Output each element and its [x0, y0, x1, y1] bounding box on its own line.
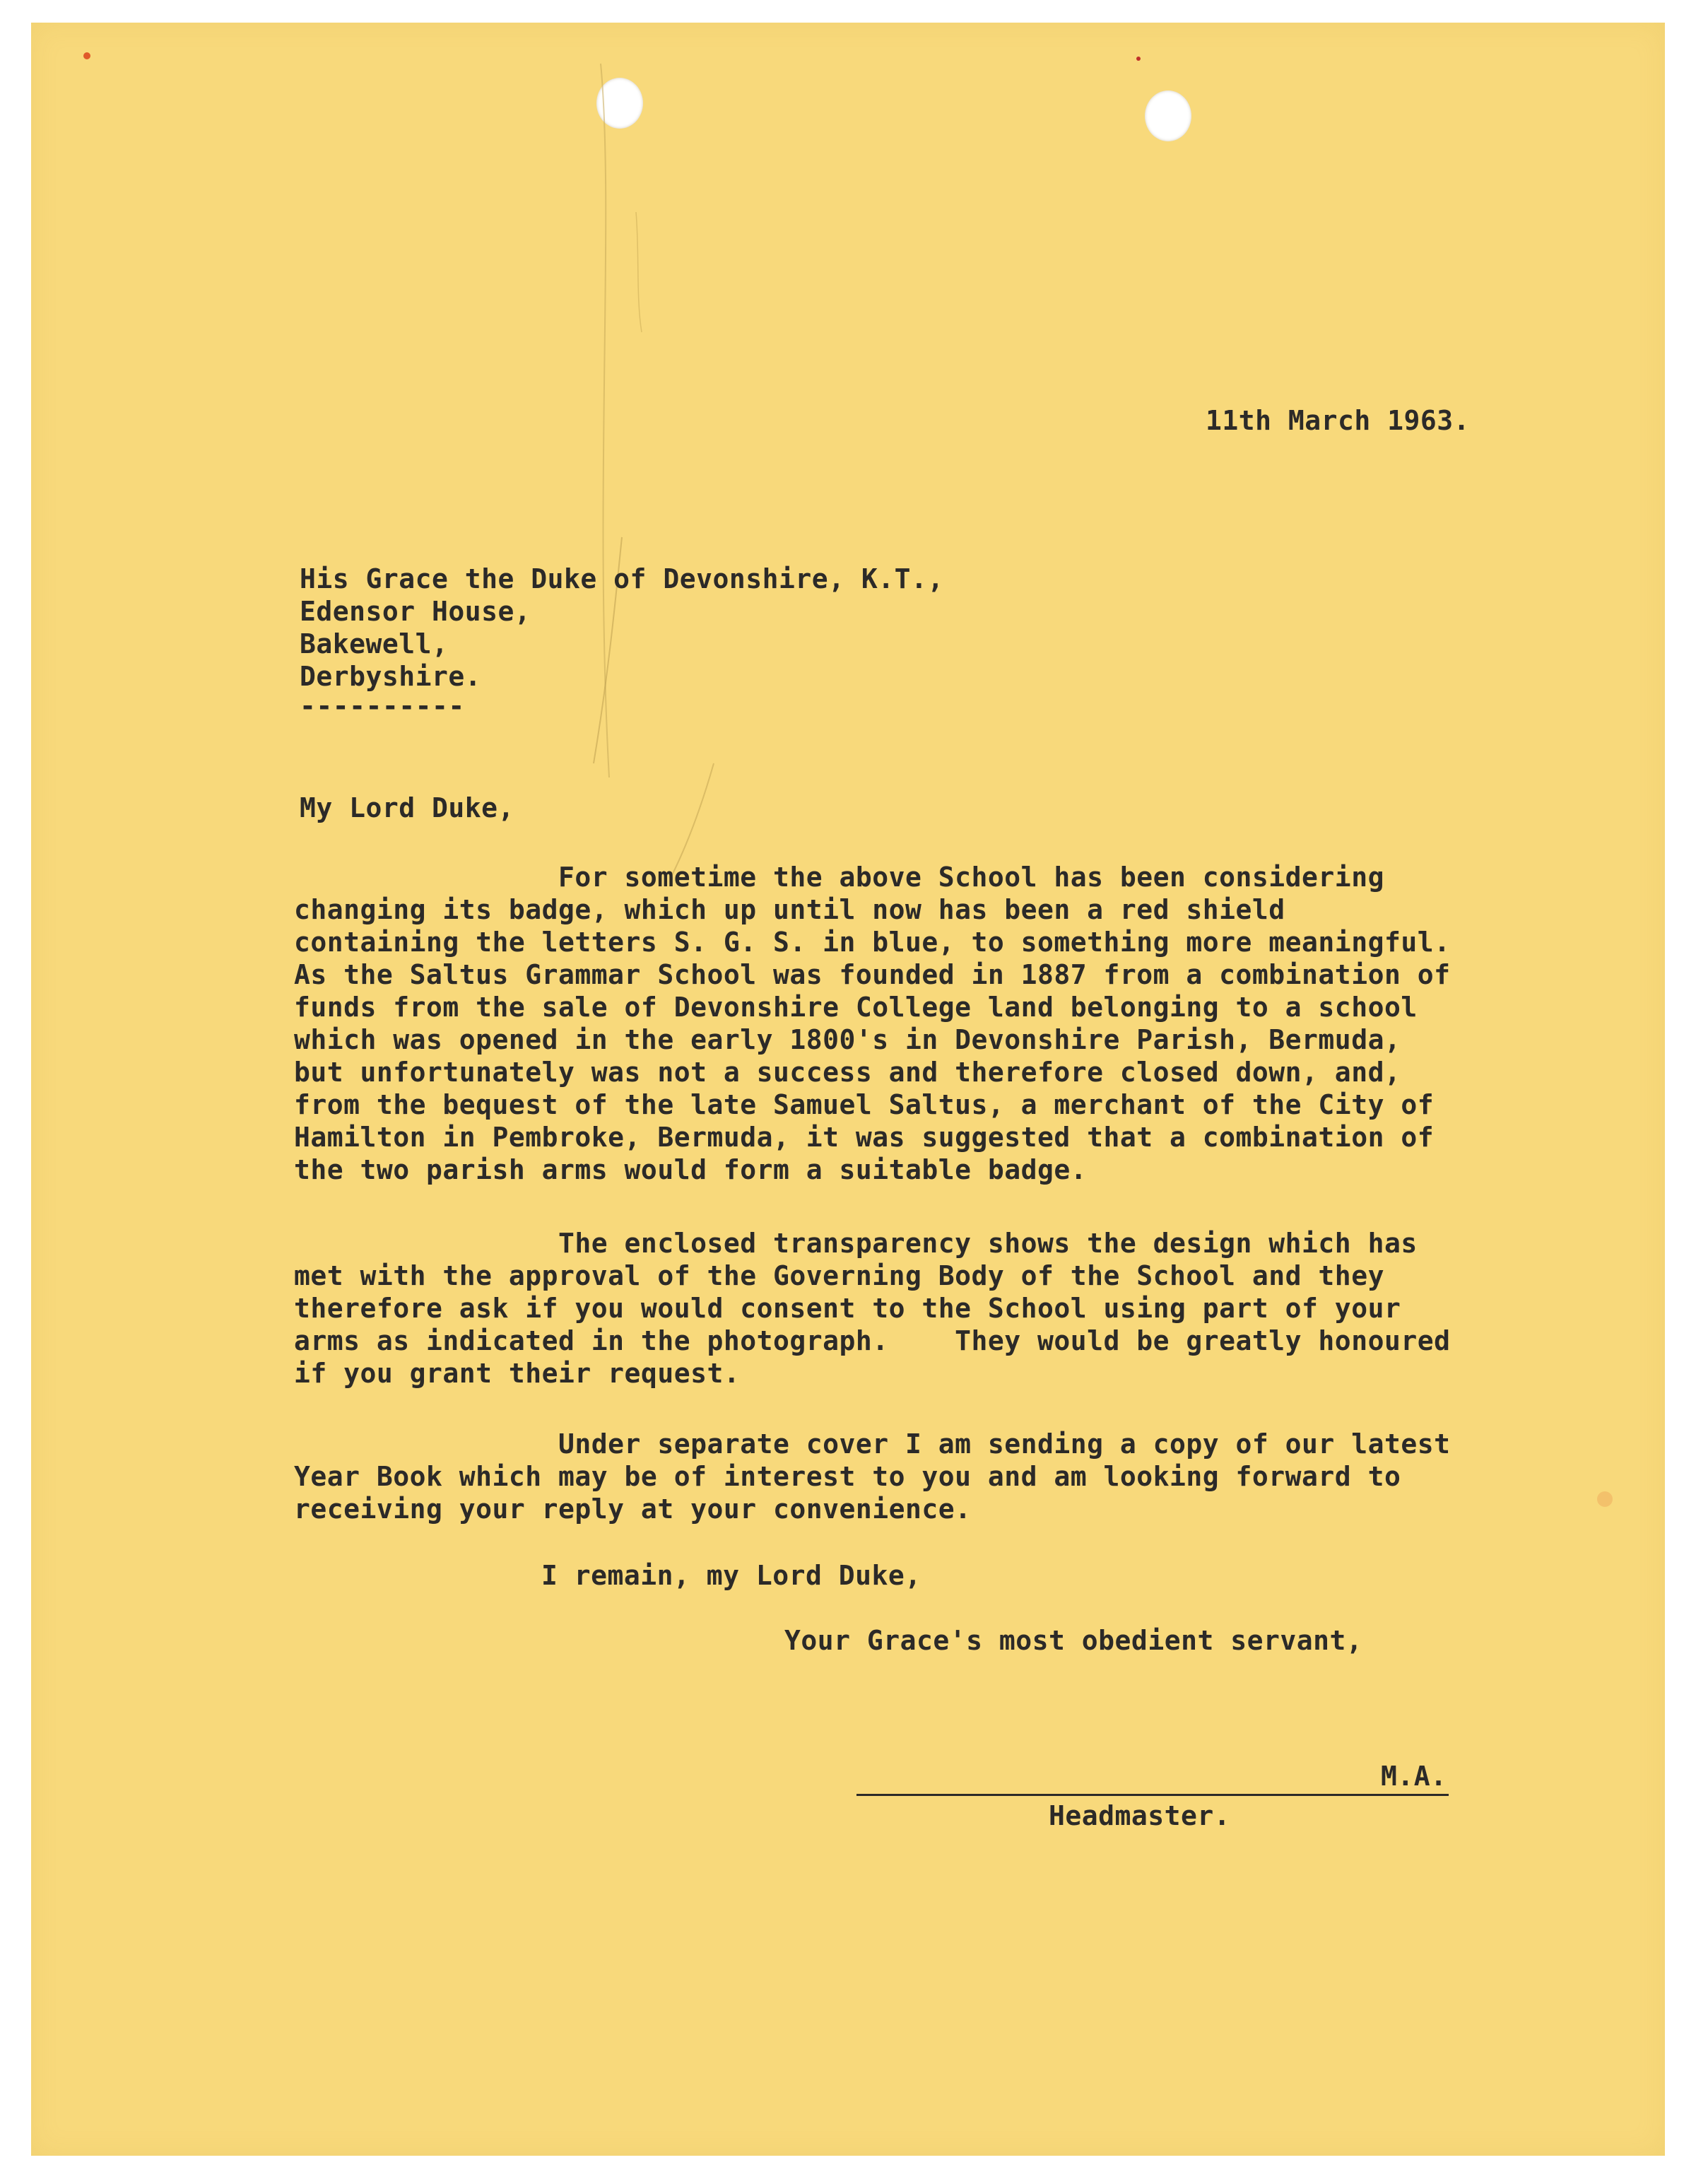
closing-line: I remain, my Lord Duke,	[541, 1560, 921, 1591]
ink-speck	[1597, 1491, 1613, 1507]
signature-title: Headmaster.	[1049, 1800, 1231, 1831]
signature-initials: M.A.	[1381, 1761, 1447, 1792]
valediction: Your Grace's most obedient servant,	[784, 1625, 1363, 1656]
ink-speck	[1136, 57, 1141, 61]
salutation: My Lord Duke,	[300, 792, 514, 823]
address-underline: ----------	[300, 691, 465, 722]
address-line-county: Derbyshire.	[300, 661, 482, 692]
letter-date: 11th March 1963.	[1206, 405, 1471, 436]
body-paragraph: The enclosed transparency shows the design which has met with the approval of the Governing Body of the School and they therefore ask if you would consent to the School using part of your arms as indicated in the photograph. They would be greatly honoured if you grant their request.	[294, 1228, 1451, 1389]
punch-hole	[1145, 90, 1191, 141]
address-line-town: Bakewell,	[300, 628, 449, 659]
signature-line	[856, 1794, 1449, 1796]
body-paragraph: Under separate cover I am sending a copy of our latest Year Book which may be of interest to you and am looking forward to receiving your reply at your convenience.	[294, 1428, 1451, 1525]
address-line-recipient: His Grace the Duke of Devonshire, K.T.,	[300, 563, 944, 594]
ink-speck	[83, 52, 90, 59]
body-paragraph: For sometime the above School has been considering changing its badge, which up until now has been a red shield containing the letters S. G. S. in blue, to something more meaningful. As the Saltus Grammar School was founded in 1887 from a combination of funds from the sale of Devonshire College land belonging to a school which was opened in the early 1800's in Devonshire Parish, Bermuda, but unfortunately was not a success and therefore closed down, and, from the bequest of the late Samuel Saltus, a merchant of the City of Hamilton in Pembroke, Bermuda, it was suggested that a combination of the two parish arms would form a suitable badge.	[294, 862, 1451, 1185]
punch-hole	[596, 78, 643, 129]
address-line-house: Edensor House,	[300, 596, 531, 627]
